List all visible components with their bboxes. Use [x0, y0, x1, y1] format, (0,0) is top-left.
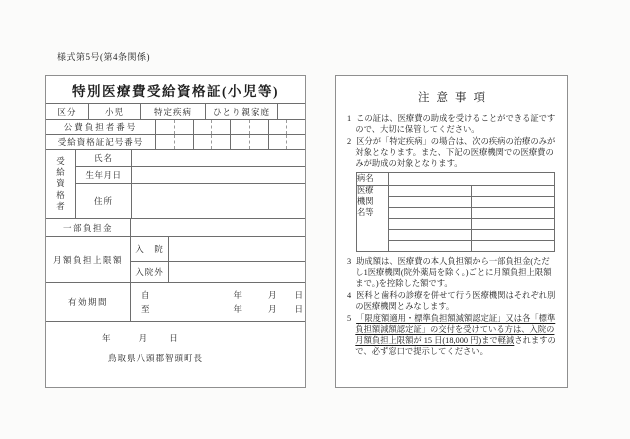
category-option-child: 小児	[89, 104, 141, 119]
monthly-cap-label: 月額負担上限額	[46, 237, 131, 282]
birthdate-value	[132, 167, 305, 183]
note-item-5	[347, 313, 557, 357]
outpatient-row	[131, 262, 305, 282]
year-unit: 年	[233, 304, 243, 314]
institution-cell	[472, 219, 555, 230]
digit-box	[212, 120, 231, 134]
note-item-2	[347, 136, 557, 169]
year-unit: 年	[233, 290, 243, 300]
institution-label-text: 医療機関名等	[357, 186, 374, 217]
outpatient-value	[169, 262, 305, 282]
category-option-single-parent: ひとり親家庭	[206, 104, 278, 119]
issuer-name: 鳥取県八頭郡智頭町長	[108, 353, 204, 363]
month-unit: 月	[268, 304, 277, 314]
address-value	[132, 184, 305, 218]
inpatient-value	[169, 237, 305, 261]
institution-label	[357, 186, 389, 252]
institution-cell	[389, 197, 472, 208]
digit-box	[175, 120, 194, 134]
copay-value	[131, 219, 305, 236]
month-unit: 月	[138, 333, 148, 343]
birthdate-row	[76, 167, 305, 184]
day-unit: 日	[294, 290, 304, 300]
digit-box	[194, 120, 213, 134]
institution-cell	[472, 241, 555, 252]
note-text: 区分が「特定疾病」の場合は、次の疾病の治療のみが対象となります。また、下記の医療機関での医療費のみが助成の対象となります。	[355, 137, 556, 169]
payer-number-boxes	[156, 120, 305, 134]
day-unit: 日	[294, 304, 304, 314]
validity-label: 有効期間	[46, 283, 131, 321]
cert-number-row	[46, 135, 305, 150]
note-item-4	[347, 290, 557, 312]
category-empty-cell	[278, 104, 305, 119]
digit-box	[250, 135, 269, 149]
institution-cell	[472, 186, 555, 197]
institution-cell	[389, 208, 472, 219]
digit-box	[194, 135, 213, 149]
certificate-card	[45, 75, 306, 388]
note-text: 助成額は、医療費の本人負担額から一部負担金(ただし1医療機関(院外薬局を除く。)ごとに月額負担上限額まで。)を控除した額です。	[355, 257, 552, 289]
inpatient-label: 入 院	[131, 237, 169, 261]
form-number-label: 様式第5号(第4条関係)	[57, 52, 150, 62]
institution-cell	[472, 197, 555, 208]
notes-body	[336, 105, 567, 357]
note-text: 医科と歯科の診療を併せて行う医療機関はそれぞれ別の医療機関とみなします。	[355, 291, 556, 312]
digit-box	[250, 120, 269, 134]
address-row	[76, 184, 305, 218]
note-text-underlined: 「限度額適用・標準負担額減額認定証」又は各「標準負担額減額認定証」の交付を受けている方は、入院の月額負担上限額が 15 日(18,000 円)まで軽減	[355, 314, 556, 346]
digit-box	[231, 135, 250, 149]
year-unit: 年	[102, 333, 111, 343]
copay-row	[46, 219, 305, 237]
notes-card	[335, 75, 568, 388]
digit-box	[156, 135, 175, 149]
inpatient-row	[131, 237, 305, 262]
address-label: 住所	[76, 184, 132, 218]
validity-to-line	[131, 302, 305, 316]
recipient-group-label-text: 受給資格者	[56, 156, 65, 211]
cert-number-boxes	[156, 135, 305, 149]
recipient-section	[46, 150, 305, 219]
disease-label: 病名	[357, 173, 389, 186]
institution-cell	[389, 186, 472, 197]
recipient-group-label	[46, 150, 76, 218]
category-label: 区分	[46, 104, 89, 119]
institution-cell	[389, 230, 472, 241]
issue-section	[46, 322, 305, 387]
validity-row	[46, 283, 305, 322]
note-number: 3	[347, 257, 352, 267]
month-unit: 月	[268, 290, 277, 300]
institution-cell	[389, 219, 472, 230]
digit-box	[231, 120, 250, 134]
digit-box	[269, 120, 288, 134]
birthdate-label: 生年月日	[76, 167, 132, 183]
note-text: されますので、必ず窓口で提示してください。	[355, 336, 556, 357]
digit-box	[175, 135, 194, 149]
name-label: 氏名	[76, 150, 132, 166]
outpatient-label: 入院外	[131, 262, 169, 282]
note-text: この証は、医療費の助成を受けることができる証ですので、大切に保管してください。	[355, 114, 556, 135]
digit-box	[212, 135, 231, 149]
name-value	[132, 150, 305, 166]
validity-from-line	[131, 288, 305, 302]
issue-date-line	[46, 322, 305, 344]
note-item-3	[347, 256, 557, 289]
name-row	[76, 150, 305, 167]
disease-value	[389, 173, 555, 186]
payer-number-label: 公費負担者番号	[46, 120, 156, 134]
institution-cell	[472, 230, 555, 241]
digit-box	[269, 135, 288, 149]
payer-number-row	[46, 120, 305, 135]
monthly-cap-section	[46, 237, 305, 283]
cert-number-label: 受給資格証記号番号	[46, 135, 156, 149]
institution-table	[356, 172, 555, 252]
note-number: 5	[347, 314, 352, 324]
certificate-title: 特別医療費受給資格証(小児等)	[46, 76, 305, 104]
day-unit: 日	[169, 333, 178, 343]
validity-from-prefix: 自	[141, 290, 150, 300]
institution-cell	[472, 208, 555, 219]
institution-cell	[389, 241, 472, 252]
note-item-1	[347, 113, 557, 135]
note-number: 4	[347, 291, 352, 301]
copay-label: 一部負担金	[46, 219, 131, 236]
validity-to-prefix: 至	[141, 304, 150, 314]
category-option-specified-disease: 特定疾病	[141, 104, 206, 119]
digit-box	[287, 120, 305, 134]
digit-box	[156, 120, 175, 134]
category-row	[46, 104, 305, 120]
note-number: 1	[347, 114, 352, 123]
note-number: 2	[347, 137, 352, 147]
notes-title: 注意事項	[418, 92, 492, 104]
digit-box	[287, 135, 305, 149]
